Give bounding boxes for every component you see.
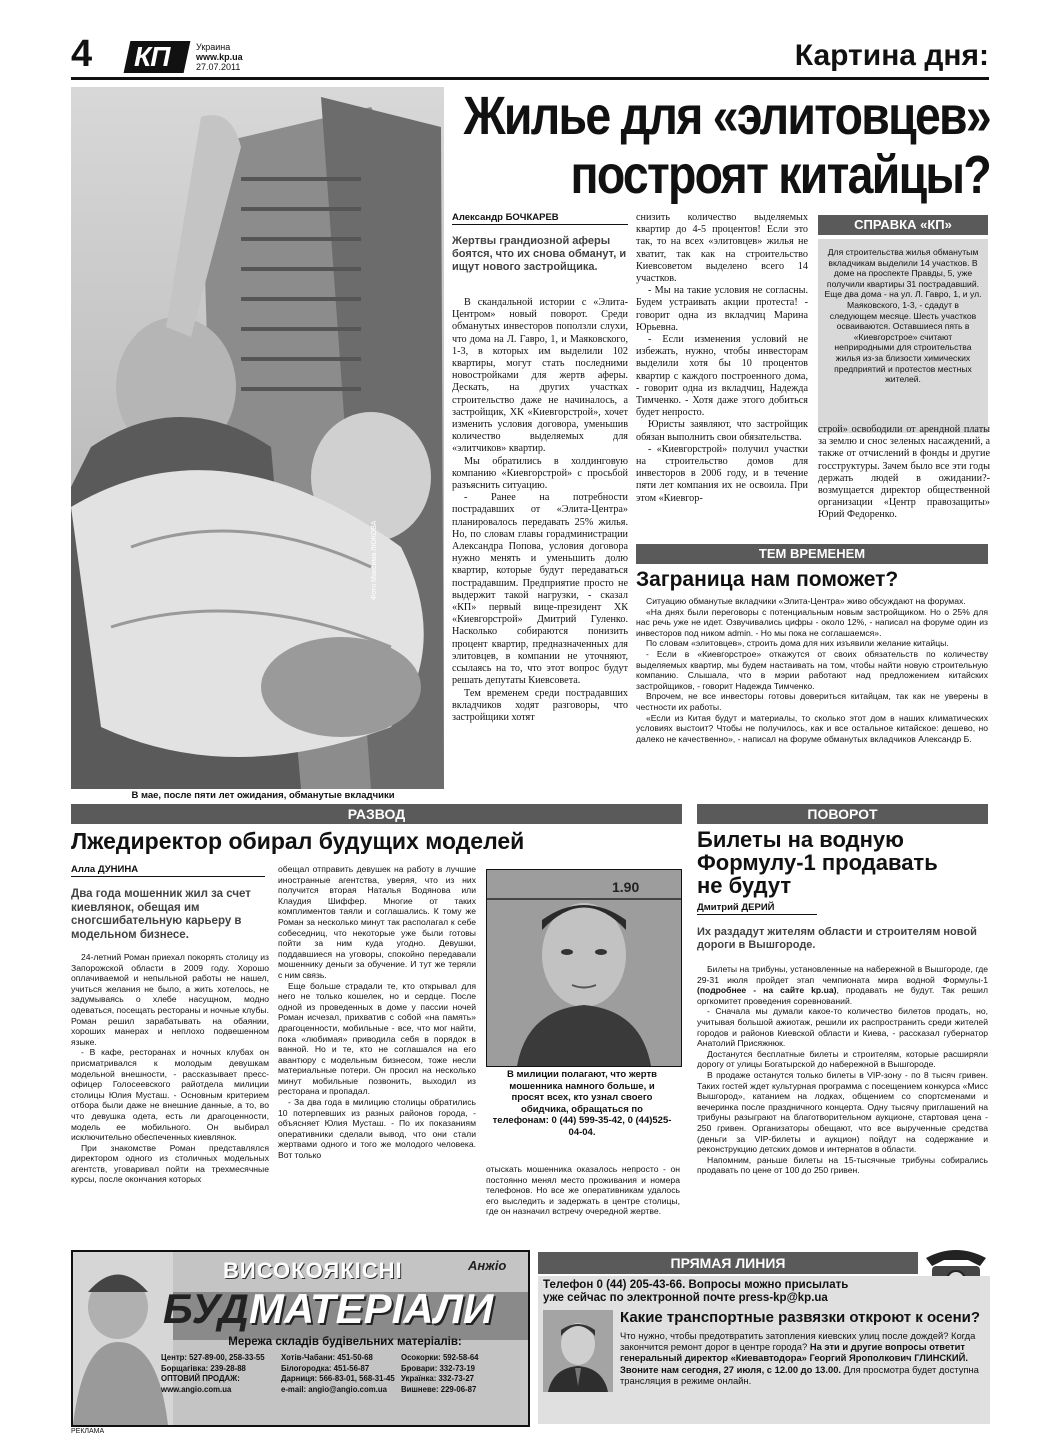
ad-row-4 (161, 1385, 521, 1396)
ad-title-a: БУД (163, 1285, 249, 1332)
meanwhile-p3: По словам «элитовцев», строить дома для них изъявили желание китайцы. (646, 638, 949, 649)
suspect-photo-frame (486, 869, 682, 1067)
razvod-col2-p3: - За два года в милицию столицы обратились 10 потерпевших из разных районов города, - объясняет Юлия Мусташ. - По их показаниям оперативники сделали вывод, что они стали жертвами одного и того же молодого человека. Вот только (278, 1097, 476, 1161)
povorot-p5: Напомним, раньше билеты на 15-тысячные трибуны собирались продавать по цене от 100 до 250 гривен. (697, 1154, 988, 1176)
razvod-col3-p1: отыскать мошенника оказалось непросто - он постоянно менял место проживания и номера телефонов. Но все же оперативникам удалось его выследить и задержать в центре столицы, где он назначил встречу очередной жертве. (486, 1164, 680, 1217)
main-col3-p1: строй» освободили от арендной платы за землю и снос зеленых насаждений, а также от отчислений в фонды и другие госструктуры. Зачем было все эти годы держать людей в ожидании?- возмущается директор общественной организации «Центр правозащиты» Юрий Федоренко. (818, 424, 990, 521)
meanwhile-title: Заграница нам поможет? (636, 568, 899, 591)
header-date: 27.07.2011 (196, 62, 241, 72)
main-col2 (636, 212, 808, 505)
ad-c-1-1: Центр: 527-89-00, 258-33-55 (161, 1353, 265, 1362)
header-rule (71, 77, 989, 80)
povorot-title: Билеты на водную Формулу-1 продавать не будут (697, 827, 938, 898)
expert-photo (543, 1310, 613, 1392)
main-col3 (818, 424, 990, 522)
main-col1-p3: - Ранее на потребности пострадавших от «Элита-Центра» планировалось передавать 25% жилья. Но, по словам главы горадминистрации Александра Попова, условия договора нужно менять и уменьшить долю квартир, которые будут передаваться пострадавшим. Предприятие просто не выдержит такой нагрузки, - сказал «КП» первый вице-президент ХК «Киевгорстрой» Дмитрий Гуленко. Насколько собираются понизить процент квартир, предназначенных для элитовцев, в компании не уточняют, ссылаясь на то, что этот вопрос будут решать депутаты Киевсовета. (452, 492, 628, 687)
ad-brand: Анжіо (468, 1258, 507, 1273)
povorot-p1-end: , продавать не будут. Так решил оргкомитет проведения соревнований. (697, 985, 988, 1006)
hotline-text1: Что нужно, чтобы предотвратить затопления киевских улиц после дождей? Когда закончится ремонт дорог в центре города? (620, 1330, 976, 1353)
photo-credit: Фото Максима ЛЮКОВА (371, 520, 378, 600)
razvod-col1-p3: При знакомстве Роман представлялся директором одного из столичных модельных агентств, уговаривал пойти на трехмесячные курсы, после окончания которых (71, 1142, 269, 1185)
header-site[interactable]: www.kp.ua (196, 52, 243, 62)
razvod-col1 (71, 952, 269, 1185)
razvod-col2-p1: обещал отправить девушек на работу в лучшие иностранные агентства, уверяя, что из них получится вторая Наталья Водянова или Клаудия Шиффер. Многие от таких комплиментов таяли и соглашались. К тому же Роман за несколько минут так располагал к себе собеседниц, что некоторые уже были готовы пойти за ним куда угодно. Девушки, поддавшиеся на уговоры, спокойно передавали мошеннику деньги за обучение. И тут же теряли с ним связь. (278, 864, 476, 980)
ad-c-2-1: Борщагівка: 239-28-88 (161, 1363, 246, 1373)
ad-row-3 (161, 1374, 521, 1385)
meanwhile-p1: Ситуацию обманутые вкладчики «Элита-Центра» живо обсуждают на форумах. (646, 596, 966, 606)
main-col2-p5: - «Киевгорстрой» получил участки на строительство домов для инвесторов в 2006 году, и в течение пяти лет компания их не освоила. При этом «Киевгор- (636, 443, 808, 504)
ad-c-1-2: Хотів-Чабани: 451-50-68 (281, 1353, 373, 1362)
height-mark: 1.90 (612, 879, 640, 895)
page-number: 4 (71, 33, 93, 75)
ad-row-2 (161, 1364, 521, 1375)
ad-contacts (161, 1353, 521, 1395)
ad-c-1-3: Осокорки: 592-58-64 (401, 1353, 479, 1362)
spravka-box: Для строительства жилья обманутым вкладчикам выделили 14 участков. В доме на проспекте Правды, 5, уже получили квартиры 31 пострадавший. Еще два дома - на ул. Л. Гавро, 1, и ул. Маяковского, 1-3, - сдадут в следующем месяце. Шесть участков осваиваются. Оставшиеся пять в «Киевгорстрое» считают неприродными для строительства жилья из-за близости химических предприятий и протестов местных жителей. (818, 239, 988, 433)
main-col2-p3: - Если изменения условий не избежать, нужно, чтобы инвесторам выделили хотя бы 10 процентов квартир с каждого построенного дома, - говорит одна из вкладчиц, Надежда Тимченко. - Хотя даже этого добиться будет непросто. (636, 334, 808, 419)
razvod-lead: Два года мошенник жил за счет киевлянок, обещая им сногсшибательную карьеру в модельном бизнесе. (71, 888, 251, 941)
povorot-p1-start: Билеты на трибуны, установленные на набережной в Вышгороде, где 29-31 июля пройдет этап чемпионата мира водной Формулы-1 (697, 964, 988, 985)
main-author: Александр БОЧКАРЕВ (452, 212, 559, 223)
povorot-p1 (697, 964, 988, 1006)
hotline-header: ПРЯМАЯ ЛИНИЯ (538, 1252, 918, 1274)
razvod-col2 (278, 864, 476, 1161)
povorot-lead: Их раздадут жителям области и строителям новой дороги в Вышгороде. (697, 926, 977, 951)
ad-top: ВИСОКОЯКІСНІ (223, 1258, 403, 1283)
meanwhile-p4: - Если в «Киевгорстрое» откажутся от своих обязательств по количеству выделяемых квартир, мы будем настаивать на том, чтобы найти новую строительную компанию. Слышала, что в мэрии работают над предложением китайских застройщиков, - говорит Надежда Тимченко. (636, 648, 988, 691)
ad-title (163, 1286, 493, 1332)
ad-c-2-3: Бровари: 332-73-19 (401, 1363, 476, 1373)
ad-c-3-3: Українка: 332-73-27 (401, 1374, 475, 1383)
meanwhile-body (636, 596, 988, 744)
main-col1-p2: Мы обратились в холдинговую компанию «Киевгорстрой» с просьбой разъяснить ситуацию. (452, 455, 628, 492)
meanwhile-p2: «На днях были переговоры с потенциальным новым застройщиком. Но о 25% для нас речь уже не идет. Озвучивались цифры - около 12%, - написал на форуме один из инвесторов под ником admin. - Но мы пока не соглашаемся». (636, 606, 988, 638)
ad-block (71, 1250, 530, 1427)
main-col2-p1: снизить количество выделяемых квартир до 4-5 процентов! Если это так, то на всех «элитовцев» жилья не хватит, так как на строительство Киевсоветом выделено всего 14 участков. (636, 212, 808, 285)
povorot-p2: - Сначала мы думали какое-то количество билетов продать, но, учитывая большой ажиотаж, решили их распространить среди жителей городов и районов Киевской области и Киева, - рассказал губернатор Анатолий Присяжнюк. (697, 1006, 988, 1049)
ad-c-3-2: Дарниця: 566-83-01, 568-31-45 (281, 1374, 395, 1383)
povorot-header: ПОВОРОТ (697, 804, 988, 824)
meanwhile-p6: «Если из Китая будут и материалы, то сколько этот дом в наших климатических условиях выстоит? Чтобы не получилось, как и все остальное китайское: дешево, но далеко не качественно», - написал на форуме обманутых вкладчиков Александр Б. (636, 712, 988, 744)
header-meta (196, 42, 243, 72)
povorot-body (697, 964, 988, 1176)
povorot-p3: Достанутся бесплатные билеты и строителям, которые расширяли дорогу от улицы Богатырской до набережной в Вышгороде. (697, 1048, 988, 1070)
kp-logo-text: КП (134, 41, 170, 72)
main-col2-p2: - Мы на такие условия не согласны. Будем устраивать акции протеста! - говорит одна из вкладчиц Марина Юрьевна. (636, 285, 808, 333)
ad-title-b: МАТЕРІАЛИ (248, 1285, 494, 1332)
povorot-author-rule (697, 914, 817, 915)
ad-subtitle: Мережа складів будівельних матеріалів: (228, 1336, 462, 1348)
hotline-phone-text: Телефон 0 (44) 205-43-66. Вопросы можно присылать уже сейчас по электронной почте press-kp@kp.ua (543, 1279, 849, 1304)
hotline-text (620, 1330, 988, 1386)
razvod-header: РАЗВОД (71, 804, 682, 824)
meanwhile-header: ТЕМ ВРЕМЕНЕМ (636, 544, 988, 564)
razvod-col1-p2: - В кафе, ресторанах и ночных клубах он присматривался к молодым девушкам модельной внешности, - рассказывает пресс-офицер Голосеевского райотдела милиции столицы Юлия Мусташ. - Основным критерием отбора были даже не внешние данные, а то, во что девушка одета, есть ли драгоценности, модель ее мобильного. Он выбирал исключительно обеспеченных киевлянок. (71, 1047, 269, 1143)
main-col1 (452, 297, 628, 724)
author-rule (452, 224, 628, 225)
headline-line2: построят китайцы? (570, 145, 990, 205)
razvod-col2-p2: Еще больше страдали те, кто открывал для него не только кошелек, но и сердце. После одной из проведенных в доме у пассии ночей Роман исчезал, прихватив с собой «на память» драгоценности, мобильные - все, что мог найти, пока «любимая» приводила себя в порядок в ванной. Но и те, кто не соглашался на его авантюру с модельным бизнесом, тоже несли материальные потери. Он просил на несколько минут мобильные позвонить, выходил из ресторана и пропадал. (278, 980, 476, 1097)
ad-c-2-2: Білогородка: 451-56-87 (281, 1363, 370, 1373)
ad-c-3-1: ОПТОВИЙ ПРОДАЖ: (161, 1374, 240, 1383)
meanwhile-p5: Впрочем, не все инвесторы готовы довериться китайцам, так как не уверены в честности их работы. (636, 691, 988, 712)
ad-c-4-2[interactable]: e-mail: angio@angio.com.ua (281, 1384, 387, 1394)
povorot-author: Дмитрий ДЕРИЙ (697, 902, 775, 913)
section-title: Картина дня: (794, 39, 989, 72)
razvod-col1-p1: 24-летний Роман приехал покорять столицу из Запорожской области в 2009 году. Хорошо оплачиваемой и непыльной работы не нашел, учиться желания не было, а жить хотелось, не задумываясь о хлебе насущном, модно одеваться, посещать рестораны и ночные клубы. Роман решил зарабатывать на обаянии, хороших манерах и неплохо подвешенном языке. (71, 952, 269, 1047)
hotline-text2: На эти и другие вопросы ответит генеральный директор «Киевавтодора» Георгий Ярополкович ГЛИНСКИЙ. Звоните нам сегодня, 27 июля, с 12.00 до 13.00. (620, 1341, 968, 1375)
razvod-author-rule (71, 876, 265, 877)
photo-caption: В мае, после пяти лет ожидания, обманутые вкладчики (131, 790, 395, 801)
suspect-caption: В милиции полагают, что жертв мошенника намного больше, и просят всех, кто узнал своего обидчика, обращаться по телефонам: 0 (44) 599-35-42, 0 (44)525-04-04. (492, 1069, 672, 1138)
hotline-text3: Для просмотра будет доступна трансляция в режиме онлайн. (620, 1363, 979, 1386)
ad-c-4-3: Вишневе: 229-06-87 (401, 1384, 477, 1394)
main-col1-p1: В скандальной истории с «Элита-Центром» новый поворот. Среди обманутых инвесторов поползли слухи, что дома на Л. Гавро, 1, и Маяковского, 1-3, в которых им выделили 102 квартиры, могут стать последними новостройками для жертв аферы. Дескать, на других участках строительство даже не начиналось, а застройщик, ХК «Киевгорстрой», хочет изменить условия договора, уменьшив количество выделяемых для «элитчиков» квартир. (452, 297, 628, 455)
main-col1-p4: Тем временем среди пострадавших вкладчиков ходят разговоры, что застройщики хотят (452, 687, 628, 723)
headline-line1: Жилье для «элитовцев» (463, 86, 990, 146)
povorot-p4: В продаже останутся только билеты в VIP-зону - по 8 тысяч гривен. Таких гостей ждет культурная программа с посещением конкурса «Мисс Вышгород», катанием на лодках, общением со спортсменами и вечеринка после праздничного концерта. Одну тысячу приглашений на трибуны разыграют на благотворительном аукционе, стартовая цена - 250 гривен. Организаторы обещают, что все вырученные средства (деньги за VIP-билеты и аукцион) пойдут на содержание и реконструкцию детских домов и интернатов в области. (697, 1069, 988, 1155)
povorot-p1-link[interactable]: (подробнее - на сайте kp.ua) (697, 985, 837, 996)
main-photo (71, 87, 444, 789)
spravka-header: СПРАВКА «КП» (818, 215, 988, 235)
razvod-title: Лжедиректор обирал будущих моделей (71, 828, 525, 854)
main-lead: Жертвы грандиозной аферы боятся, что их снова обманут, и ищут нового застройщика. (452, 235, 627, 273)
main-col2-p4: Юристы заявляют, что застройщик обязан выполнить свои обязательства. (636, 419, 808, 443)
razvod-author: Алла ДУНИНА (71, 864, 139, 875)
ad-label: РЕКЛАМА (71, 1428, 105, 1435)
razvod-col3 (486, 1164, 680, 1217)
ad-c-4-1[interactable]: www.angio.com.ua (161, 1384, 232, 1394)
hotline-question: Какие транспортные развязки откроют к осени? (620, 1309, 981, 1326)
header-country: Украина (196, 42, 231, 52)
ad-row-1 (161, 1353, 521, 1364)
